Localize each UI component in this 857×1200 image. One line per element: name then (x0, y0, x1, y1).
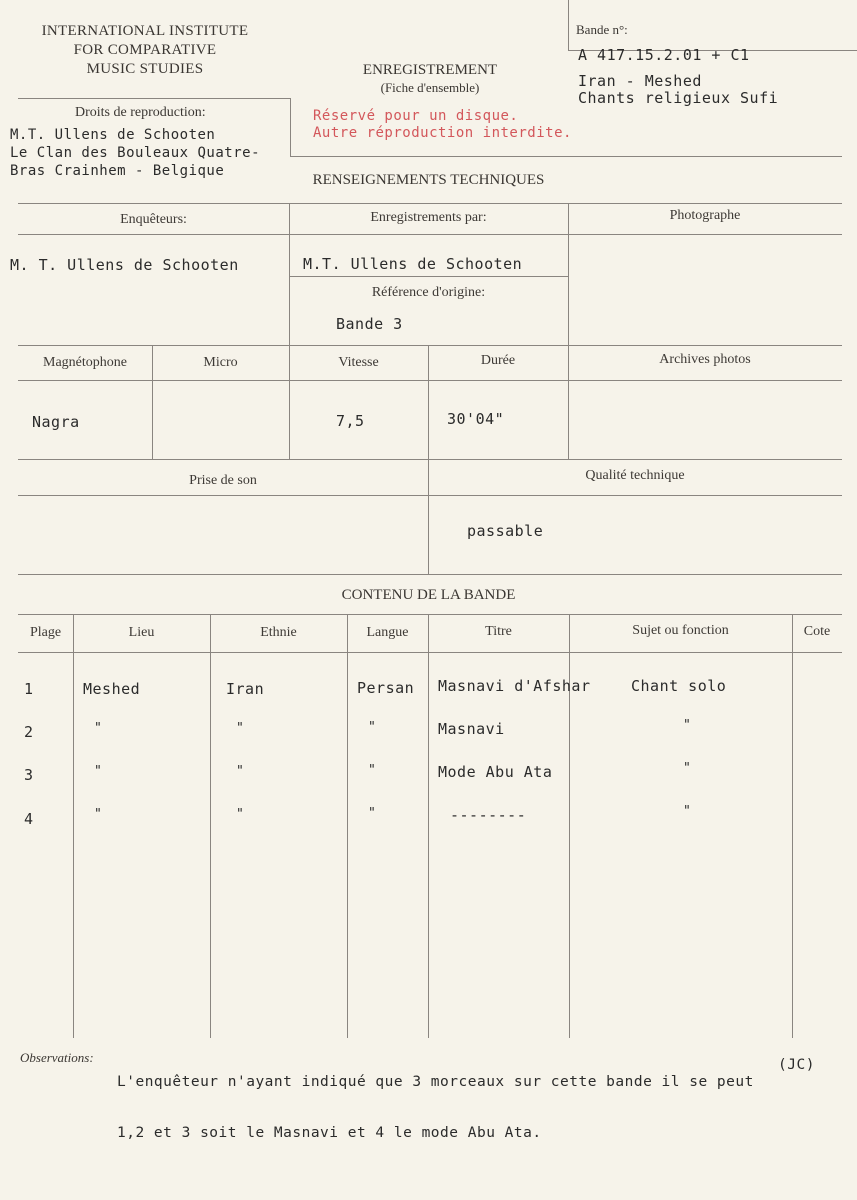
contents-col-divider-1 (73, 614, 74, 1038)
table-row-4-ethnie: " (236, 807, 245, 822)
table-row-1-titre: Masnavi d'Afshar (438, 677, 591, 695)
tech-row2-top-line (18, 345, 842, 346)
contents-header-line (18, 652, 842, 653)
bande-label: Bande n°: (576, 22, 628, 37)
observations-initials: (JC) (778, 1057, 815, 1073)
institute-line-3: MUSIC STUDIES (86, 61, 204, 77)
table-row-2-ethnie: " (236, 721, 245, 736)
institute-line-1: INTERNATIONAL INSTITUTE (41, 23, 249, 39)
enregistrements-value: M.T. Ullens de Schooten (303, 255, 523, 273)
rights-holder-line-1: M.T. Ullens de Schooten (10, 127, 216, 143)
contents-col-divider-6 (792, 614, 793, 1038)
observations-line-2: 1,2 et 3 soit le Masnavi et 4 le mode Abu Ata. (117, 1125, 542, 1141)
table-row-3-ethnie: " (236, 764, 245, 779)
tech-section-bottom-line (18, 574, 842, 575)
bande-box-left-line (568, 0, 569, 50)
micro-label: Micro (203, 355, 238, 370)
enqueteurs-label: Enquêteurs: (120, 212, 187, 227)
observations-text (117, 1040, 754, 1159)
contents-col-divider-4 (428, 614, 429, 1038)
table-row-1-sujet: Chant solo (631, 677, 727, 695)
contents-col-divider-2 (210, 614, 211, 1038)
tech-row1-top-line (18, 203, 842, 204)
fiche-subtitle: (Fiche d'ensemble) (380, 80, 480, 95)
contents-section-title: CONTENU DE LA BANDE (341, 587, 516, 603)
enqueteurs-value: M. T. Ullens de Schooten (10, 256, 239, 274)
rights-right-line (290, 98, 291, 156)
bande-number: A 417.15.2.01 + C1 (578, 46, 750, 64)
enregistrements-label: Enregistrements par: (370, 210, 487, 225)
column-header-titre: Titre (485, 624, 512, 639)
technical-section-title: RENSEIGNEMENTS TECHNIQUES (312, 172, 545, 188)
prise-de-son-label: Prise de son (189, 473, 257, 488)
archives-photos-label: Archives photos (659, 352, 751, 367)
photographe-label: Photographe (669, 208, 741, 223)
enregistrement-title: ENREGISTREMENT (362, 62, 498, 78)
column-header-lieu: Lieu (128, 625, 155, 640)
table-row-3-titre: Mode Abu Ata (438, 763, 553, 781)
magnetophone-label: Magnétophone (43, 355, 127, 370)
header-separator-line (290, 156, 842, 157)
contents-col-divider-3 (347, 614, 348, 1038)
rights-holder-line-3: Bras Crainhem - Belgique (10, 163, 225, 179)
observations-line-1: L'enquêteur n'ayant indiqué que 3 morceaux sur cette bande il se peut (117, 1074, 754, 1090)
observations-label: Observations: (20, 1050, 94, 1065)
rights-notice-line-1: Réservé pour un disque. (313, 108, 519, 124)
tech-row2-bottom-line (18, 459, 842, 460)
tech-row3-header-line (18, 495, 842, 496)
vitesse-value: 7,5 (336, 412, 365, 430)
place-line-1: Iran - Meshed (578, 72, 702, 90)
tech-divider-2 (568, 203, 569, 345)
table-row-2-plage: 2 (24, 723, 34, 741)
table-row-1-langue: Persan (357, 679, 415, 697)
table-row-1-lieu: Meshed (83, 680, 141, 698)
column-header-cote: Cote (803, 624, 831, 639)
table-row-3-sujet: " (683, 761, 692, 776)
enregistrements-underline (290, 276, 568, 277)
tech-row1-bottom-line (18, 234, 842, 235)
rights-label: Droits de reproduction: (75, 105, 206, 120)
column-header-sujet: Sujet ou fonction (632, 623, 729, 638)
place-line-2: Chants religieux Sufi (578, 89, 779, 107)
table-row-4-lieu: " (94, 807, 103, 822)
table-row-4-plage: 4 (24, 810, 34, 828)
rights-top-line (18, 98, 290, 99)
magnetophone-value: Nagra (32, 413, 80, 431)
table-row-1-plage: 1 (24, 680, 34, 698)
table-row-2-lieu: " (94, 721, 103, 736)
tech-row2-header-line (18, 380, 842, 381)
contents-top-line (18, 614, 842, 615)
table-row-3-plage: 3 (24, 766, 34, 784)
table-row-4-langue: " (368, 806, 377, 821)
table-row-2-sujet: " (683, 718, 692, 733)
table-row-2-langue: " (368, 720, 377, 735)
rights-holder-line-2: Le Clan des Bouleaux Quatre- (10, 145, 261, 161)
vitesse-label: Vitesse (338, 355, 379, 370)
institute-name (10, 22, 280, 79)
reference-value: Bande 3 (336, 315, 403, 333)
reference-label: Référence d'origine: (371, 285, 486, 300)
column-header-ethnie: Ethnie (260, 625, 297, 640)
duree-label: Durée (480, 353, 516, 368)
table-row-3-langue: " (368, 763, 377, 778)
column-header-langue: Langue (366, 625, 409, 640)
column-header-plage: Plage (29, 625, 62, 640)
tech-row2-divider-3 (428, 345, 429, 574)
table-row-4-sujet: " (683, 804, 692, 819)
institute-line-2: FOR COMPARATIVE (73, 42, 217, 58)
qualite-technique-value: passable (467, 522, 544, 540)
table-row-4-titre: -------- (450, 806, 527, 824)
rights-notice-line-2: Autre réproduction interdite. (313, 125, 572, 141)
table-row-3-lieu: " (94, 764, 103, 779)
duree-value: 30'04" (447, 410, 505, 428)
qualite-technique-label: Qualité technique (585, 468, 685, 483)
table-row-1-ethnie: Iran (226, 680, 265, 698)
rights-notice (313, 108, 572, 142)
table-row-2-titre: Masnavi (438, 720, 505, 738)
